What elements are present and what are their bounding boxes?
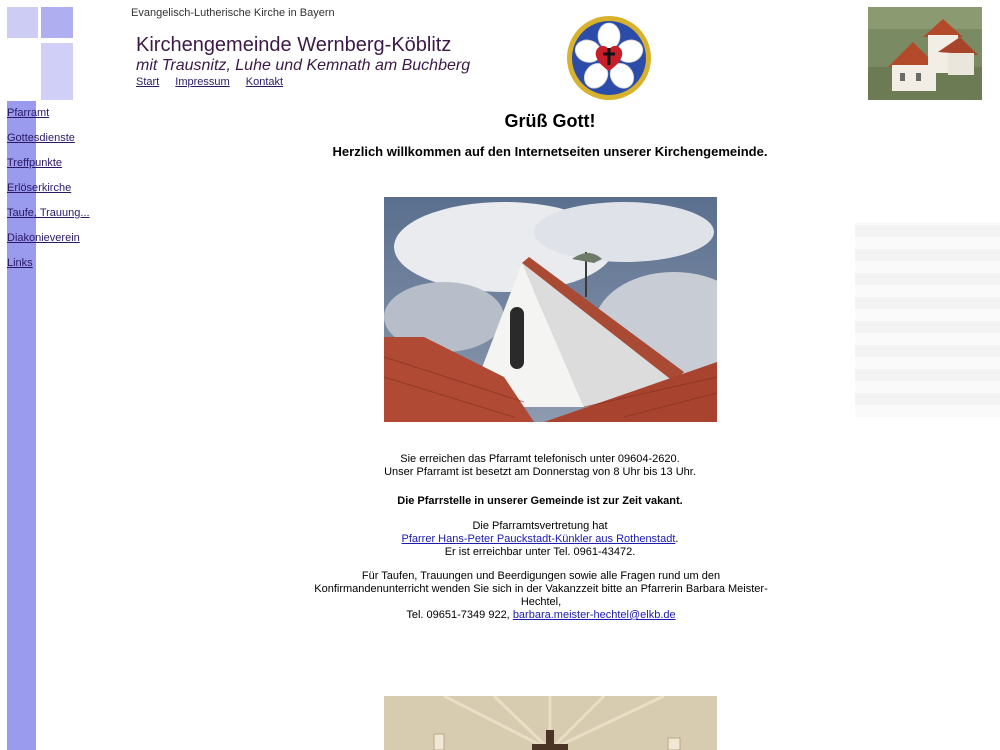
site-title: Kirchengemeinde Wernberg-Köblitz [136, 34, 452, 56]
top-navigation [136, 76, 296, 88]
decor-square-3 [41, 43, 73, 100]
greeting-heading: Grüß Gott! [504, 111, 596, 131]
contact-text: Für Taufen, Trauungen und Beerdigungen sowie alle Fragen rund um den Konfirmandenunterricht wenden Sie sich in der Vakanzzeit bitte an Pfarrerin Barbara Meister-Hechtel, [314, 570, 768, 608]
church-thumbnail-photo [868, 7, 982, 100]
representation-intro: Die Pfarramtsvertretung hat [472, 520, 608, 532]
altar-photo [384, 696, 717, 750]
nav-link-start[interactable]: Start [136, 76, 160, 88]
decor-square-2 [41, 7, 73, 38]
representation-info [290, 520, 790, 559]
church-gable-photo [384, 197, 717, 422]
luther-rose-logo [566, 15, 652, 101]
site-subtitle: mit Trausnitz, Luhe und Kemnath am Buchberg [136, 57, 471, 74]
representative-period: . [675, 533, 679, 545]
faded-background-image [855, 222, 1000, 417]
welcome-heading: Herzlich willkommen auf den Internetseiten unserer Kirchengemeinde. [332, 144, 768, 159]
representative-link[interactable]: Pfarrer Hans-Peter Pauckstadt-Künkler aus Rothenstadt [401, 533, 676, 545]
hours-line: Unser Pfarramt ist besetzt am Donnerstag von 8 Uhr bis 13 Uhr. [384, 466, 696, 478]
sidebar-item-links[interactable]: Links [7, 257, 33, 269]
sidebar-item-diakonieverein[interactable]: Diakonieverein [7, 232, 80, 244]
sidebar-item-pfarramt[interactable]: Pfarramt [7, 107, 50, 119]
main-content [290, 108, 810, 162]
nav-link-impressum[interactable]: Impressum [175, 76, 230, 88]
pfarramt-contact-info [290, 453, 790, 479]
contact-email-link[interactable]: barbara.meister-hechtel@elkb.de [512, 609, 676, 621]
vacancy-notice: Die Pfarrstelle in unserer Gemeinde ist zur Zeit vakant. [397, 495, 683, 507]
representative-phone: Er ist erreichbar unter Tel. 0961-43472. [444, 546, 636, 558]
contact-phone: Tel. 09651-7349 922, [406, 609, 510, 621]
phone-line: Sie erreichen das Pfarramt telefonisch unter 09604-2620. [400, 453, 680, 465]
sidebar-navigation [7, 106, 90, 281]
organization-label: Evangelisch-Lutherische Kirche in Bayern [131, 7, 335, 19]
sidebar-item-gottesdienste[interactable]: Gottesdienste [7, 132, 75, 144]
sidebar-item-treffpunkte[interactable]: Treffpunkte [7, 157, 63, 169]
decor-square-1 [7, 7, 38, 38]
sidebar-item-erloeserkirche[interactable]: Erlöserkirche [7, 182, 72, 194]
sidebar-item-taufe-trauung[interactable]: Taufe, Trauung... [7, 207, 90, 219]
nav-link-kontakt[interactable]: Kontakt [245, 76, 284, 88]
contact-info [308, 570, 774, 622]
